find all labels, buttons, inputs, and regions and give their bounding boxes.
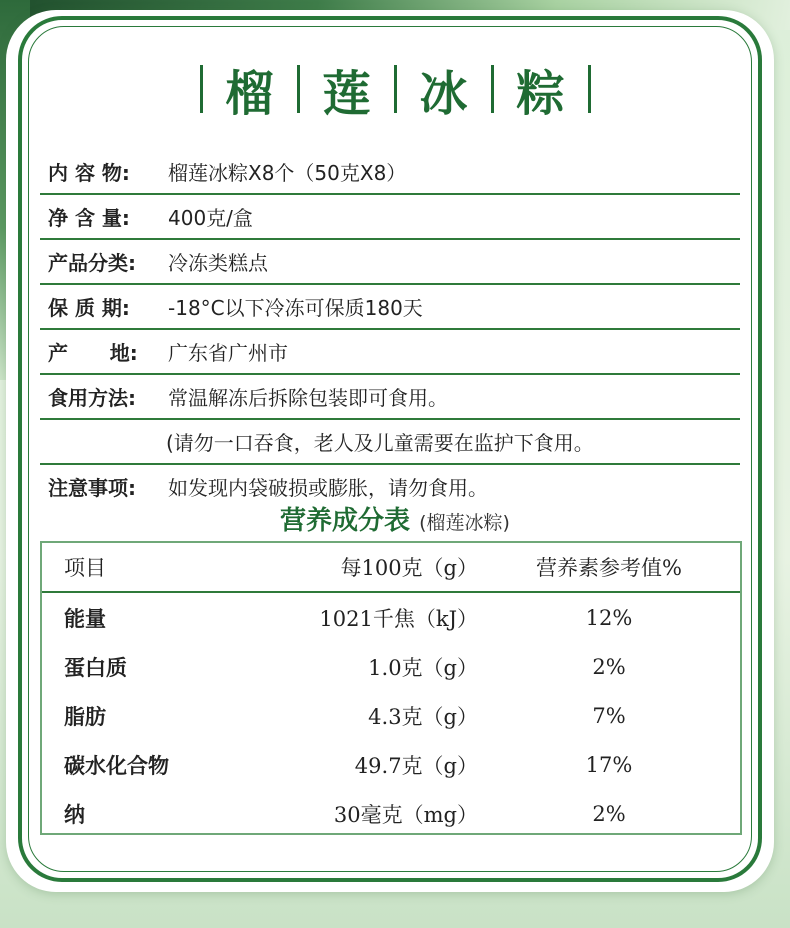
info-value: 榴莲冰粽X8个（50克X8） [168, 161, 407, 185]
cell-amount: 1.0克（g） [368, 655, 478, 680]
title-char: 冰 [419, 65, 468, 122]
info-label: 注意事项: [48, 476, 136, 500]
info-row-origin [40, 330, 740, 375]
table-row [42, 691, 740, 740]
nutrition-subtitle: (榴莲冰粽) [419, 512, 510, 534]
table-row [42, 593, 740, 642]
info-label: 产品分类: [48, 251, 136, 275]
info-value: (请勿一口吞食，老人及儿童需要在监护下食用。 [166, 431, 594, 455]
info-label: 食用方法: [48, 386, 136, 410]
cell-nrv: 17% [585, 752, 633, 777]
cell-item: 能量 [64, 605, 106, 631]
info-row-contents [40, 150, 740, 195]
cell-amount: 30毫克（mg） [333, 802, 478, 827]
cell-nrv: 12% [585, 605, 633, 630]
cell-nrv: 2% [592, 654, 626, 679]
info-value: 400克/盒 [168, 206, 253, 230]
cell-item: 脂肪 [64, 703, 106, 729]
cell-item: 蛋白质 [64, 654, 127, 680]
cell-amount: 49.7克（g） [354, 753, 478, 778]
title-divider [200, 65, 203, 113]
header-item: 项目 [64, 556, 106, 580]
info-row-usage-note [40, 420, 740, 465]
product-title [0, 56, 790, 122]
table-row [42, 642, 740, 691]
info-value: 常温解冻后拆除包装即可食用。 [168, 386, 448, 410]
title-char: 粽 [516, 65, 565, 122]
cell-nrv: 2% [592, 801, 626, 826]
title-char: 榴 [225, 65, 274, 122]
nutrition-title: 营养成分表 [280, 506, 411, 536]
info-value: -18°C以下冷冻可保质180天 [168, 296, 423, 320]
table-row [42, 740, 740, 789]
nutrition-table [40, 541, 742, 835]
table-row [42, 789, 740, 838]
info-row-usage [40, 375, 740, 420]
info-row-shelf-life [40, 285, 740, 330]
info-label: 保 质 期: [48, 296, 130, 320]
info-value: 如发现内袋破损或膨胀，请勿食用。 [168, 476, 488, 500]
product-info-list [40, 150, 740, 508]
title-divider [588, 65, 591, 113]
header-per-100g: 每100克（g） [340, 556, 478, 580]
cell-amount: 1021千焦（kJ） [319, 606, 478, 631]
info-row-category [40, 240, 740, 285]
title-divider [297, 65, 300, 113]
title-divider [491, 65, 494, 113]
table-header [42, 543, 740, 593]
info-label: 内 容 物: [48, 161, 130, 185]
info-label: 净 含 量: [48, 206, 130, 230]
cell-nrv: 7% [592, 703, 626, 728]
cell-item: 纳 [64, 801, 85, 827]
info-label: 产 地: [48, 341, 138, 365]
info-value: 广东省广州市 [168, 341, 288, 365]
info-value: 冷冻类糕点 [168, 251, 268, 275]
header-nrv: 营养素参考值% [536, 556, 682, 580]
cell-amount: 4.3克（g） [368, 704, 478, 729]
title-char: 莲 [322, 65, 371, 122]
title-divider [394, 65, 397, 113]
cell-item: 碳水化合物 [64, 752, 169, 778]
nutrition-heading [0, 500, 790, 537]
info-row-net-weight [40, 195, 740, 240]
